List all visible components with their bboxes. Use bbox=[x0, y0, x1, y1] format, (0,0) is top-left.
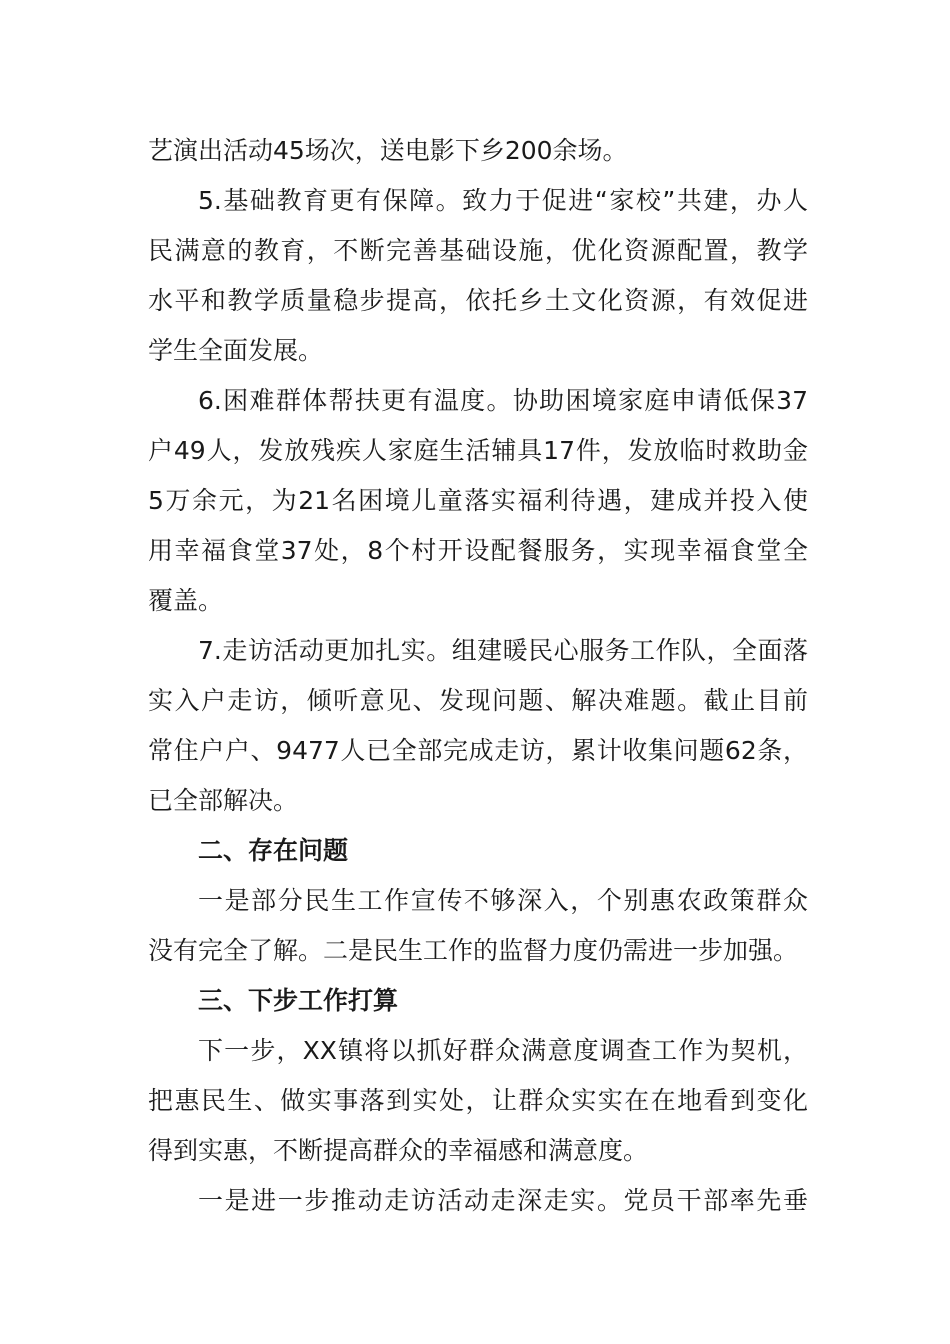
paragraph-line: 常住户户、9477人已全部完成走访，累计收集问题62条， bbox=[148, 736, 808, 765]
paragraph-line: 7.走访活动更加扎实。组建暖民心服务工作队，全面落 bbox=[198, 636, 808, 665]
paragraph-line: 户49人，发放残疾人家庭生活辅具17件，发放临时救助金 bbox=[148, 436, 808, 465]
paragraph-line: 得到实惠，不断提高群众的幸福感和满意度。 bbox=[148, 1136, 649, 1165]
paragraph-line: 5.基础教育更有保障。致力于促进“家校”共建，办人 bbox=[198, 186, 808, 215]
paragraph-line: 6.困难群体帮扶更有温度。协助困境家庭申请低保37 bbox=[198, 386, 808, 415]
paragraph-line: 下一步，XX镇将以抓好群众满意度调查工作为契机， bbox=[198, 1036, 808, 1065]
paragraph-line: 覆盖。 bbox=[148, 586, 224, 615]
paragraph-line: 学生全面发展。 bbox=[148, 336, 324, 365]
paragraph-line: 5万余元，为21名困境儿童落实福利待遇，建成并投入使 bbox=[148, 486, 808, 515]
paragraph-line: 一是进一步推动走访活动走深走实。党员干部率先垂 bbox=[198, 1186, 808, 1215]
paragraph-line: 艺演出活动45场次，送电影下乡200余场。 bbox=[148, 136, 628, 165]
paragraph-line: 用幸福食堂37处，8个村开设配餐服务，实现幸福食堂全 bbox=[148, 536, 808, 565]
paragraph-line: 没有完全了解。二是民生工作的监督力度仍需进一步加强。 bbox=[148, 936, 799, 965]
paragraph-line: 实入户走访，倾听意见、发现问题、解决难题。截止目前 bbox=[148, 686, 808, 715]
section-heading: 二、存在问题 bbox=[198, 836, 349, 865]
section-heading: 三、下步工作打算 bbox=[198, 986, 399, 1015]
paragraph-line: 民满意的教育，不断完善基础设施，优化资源配置，教学 bbox=[148, 236, 808, 265]
paragraph-line: 水平和教学质量稳步提高，依托乡土文化资源，有效促进 bbox=[148, 286, 808, 315]
paragraph-line: 一是部分民生工作宣传不够深入，个别惠农政策群众 bbox=[198, 886, 808, 915]
paragraph-line: 已全部解决。 bbox=[148, 786, 299, 815]
paragraph-line: 把惠民生、做实事落到实处，让群众实实在在地看到变化 bbox=[148, 1086, 808, 1115]
